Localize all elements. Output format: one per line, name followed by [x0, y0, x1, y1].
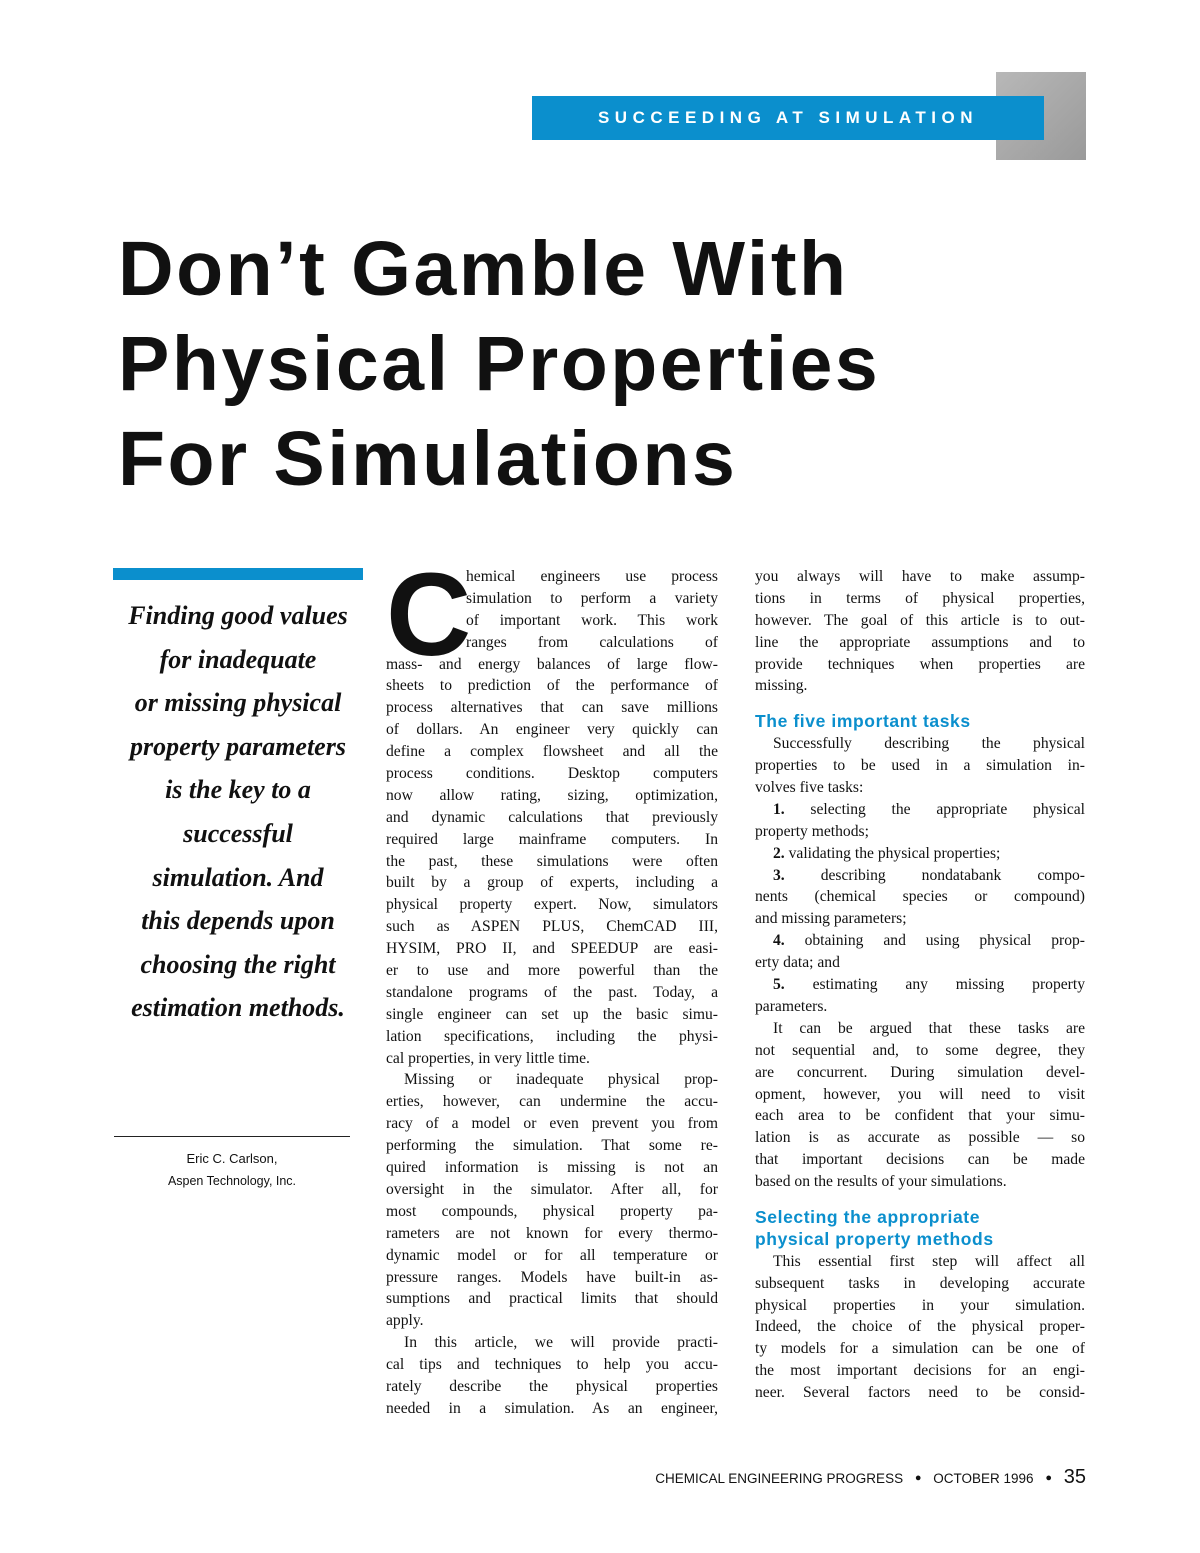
- body-line: ranges from calculations of: [466, 633, 718, 651]
- body-line: parameters.: [755, 997, 828, 1015]
- bullet-separator: ●: [914, 1472, 922, 1484]
- body-line: sumptions and practical limits that should: [386, 1290, 718, 1308]
- body-line: subsequent tasks in developing accurate: [755, 1274, 1085, 1292]
- body-line: HYSIM, PRO II, and SPEEDUP are easi-: [386, 940, 718, 958]
- body-line: and missing parameters;: [755, 910, 907, 928]
- pull-quote-line: is the key to a: [165, 775, 311, 805]
- subhead-five-tasks: The five important tasks: [755, 711, 971, 732]
- body-line: erty data; and: [755, 954, 840, 972]
- body-line: required large mainframe computers. In: [386, 830, 718, 848]
- body-line: mass- and energy balances of large flow-: [386, 655, 718, 673]
- author-affiliation: Aspen Technology, Inc.: [167, 1174, 297, 1188]
- bullet-separator: ●: [1045, 1472, 1052, 1484]
- body-line: oversight in the simulator. After all, for: [386, 1180, 718, 1198]
- body-line: of dollars. An engineer very quickly can: [386, 721, 718, 739]
- body-line: sheets to prediction of the performance of: [386, 677, 718, 695]
- body-line: Missing or inadequate physical prop-: [404, 1071, 718, 1089]
- byline: [114, 1148, 350, 1192]
- pull-quote-line: choosing the right: [140, 949, 336, 979]
- body-line: neer. Several factors need to be consid-: [755, 1384, 1085, 1402]
- drop-cap: C: [386, 549, 472, 681]
- article-title: [118, 222, 1118, 507]
- pull-quote-line: estimation methods.: [131, 993, 345, 1023]
- body-line: pressure ranges. Models have built-in as-: [386, 1268, 718, 1286]
- body-line: now allow rating, sizing, optimization,: [386, 786, 718, 804]
- body-line: provide techniques when properties are: [755, 655, 1085, 673]
- body-line: quired information is missing is not an: [386, 1159, 718, 1177]
- body-line: hemical engineers use process: [466, 568, 718, 585]
- body-line: line the appropriate assumptions and to: [755, 633, 1085, 651]
- task-text: describing nondatabank compo-: [820, 866, 1085, 884]
- body-line: erties, however, can undermine the accu-: [386, 1093, 718, 1111]
- body-line: tions in terms of physical properties,: [755, 589, 1085, 607]
- task-text: obtaining and using physical prop-: [804, 932, 1085, 950]
- task-item-2: [755, 843, 1085, 865]
- pull-quote-line: simulation. And: [152, 862, 324, 892]
- body-line: most compounds, physical property pa-: [386, 1202, 718, 1220]
- body-line: each area to be confident that your simu-: [755, 1107, 1085, 1125]
- task-number: 3.: [773, 866, 785, 884]
- pull-quote-line: this depends upon: [141, 906, 335, 936]
- task-number: 2.: [773, 844, 785, 862]
- pull-quote: [106, 594, 370, 1030]
- body-line: the most important decisions for an engi-: [755, 1362, 1085, 1380]
- body-line: such as ASPEN PLUS, ChemCAD III,: [386, 918, 718, 936]
- page-footer: [650, 1466, 1086, 1489]
- body-line: apply.: [386, 1312, 424, 1330]
- issue-date: OCTOBER 1996: [933, 1471, 1034, 1486]
- body-line: you always will have to make assump-: [755, 568, 1085, 585]
- body-line: Indeed, the choice of the physical proper-: [755, 1318, 1085, 1336]
- body-line: standalone programs of the past. Today, a: [386, 983, 718, 1001]
- page-number: 35: [1063, 1466, 1086, 1488]
- pull-quote-line: successful: [183, 818, 293, 848]
- task-number: 5.: [773, 976, 785, 994]
- title-line: For Simulations: [118, 416, 738, 502]
- body-line: of important work. This work: [466, 611, 718, 629]
- subhead-selecting-methods: Selecting the appropriate: [755, 1206, 981, 1227]
- body-line: missing.: [755, 677, 808, 695]
- pull-quote-line: or missing physical: [134, 688, 342, 718]
- body-line: ty models for a simulation can be one of: [755, 1340, 1085, 1358]
- task-text: validating the physical properties;: [788, 844, 1001, 862]
- journal-name: CHEMICAL ENGINEERING PROGRESS: [655, 1471, 904, 1486]
- body-line: and dynamic calculations that previously: [386, 808, 718, 826]
- task-text: estimating any missing property: [812, 976, 1085, 994]
- body-line: er to use and more powerful than the: [386, 962, 718, 980]
- body-line: volves five tasks:: [755, 779, 864, 797]
- body-line: nents (chemical species or compound): [755, 888, 1085, 906]
- title-line: Don’t Gamble With: [118, 226, 849, 312]
- body-line: needed in a simulation. As an engineer,: [386, 1399, 718, 1417]
- body-line: It can be argued that these tasks are: [773, 1019, 1085, 1037]
- pull-quote-line: Finding good values: [128, 601, 348, 630]
- body-line: opment, however, you will need to visit: [755, 1085, 1085, 1103]
- body-line: physical property expert. Now, simulators: [386, 896, 718, 914]
- body-line: rately describe the physical properties: [386, 1377, 718, 1395]
- body-line: lation specifications, including the physi-: [386, 1027, 718, 1045]
- title-line: Physical Properties: [118, 321, 881, 407]
- task-item-5: [755, 974, 1085, 996]
- byline-divider: [114, 1136, 350, 1137]
- body-line: This essential first step will affect all: [773, 1252, 1085, 1270]
- body-line: property methods;: [755, 822, 869, 840]
- body-line: process alternatives that can save millions: [386, 699, 718, 717]
- body-line: process conditions. Desktop computers: [386, 765, 718, 783]
- body-line: cal properties, in very little time.: [386, 1049, 590, 1067]
- body-line: cal tips and techniques to help you accu-: [386, 1356, 718, 1374]
- body-column-2: [755, 566, 1085, 1404]
- body-line: define a complex flowsheet and all the: [386, 743, 718, 761]
- subhead-selecting-methods-line-2: physical property methods: [755, 1228, 994, 1249]
- body-line: the past, these simulations were often: [386, 852, 718, 870]
- pull-quote-line: property parameters: [130, 731, 346, 761]
- body-line: In this article, we will provide practi-: [404, 1334, 718, 1352]
- body-line: built by a group of experts, including a: [386, 874, 718, 892]
- body-line: that important decisions can be made: [755, 1151, 1085, 1169]
- body-line: dynamic model or for all temperature or: [386, 1246, 718, 1264]
- body-line: based on the results of your simulations.: [755, 1173, 1007, 1191]
- task-text: selecting the appropriate physical: [810, 800, 1085, 818]
- body-line: not sequential and, to some degree, they: [755, 1041, 1085, 1059]
- body-line: are concurrent. During simulation devel-: [755, 1063, 1085, 1081]
- body-column-1: [386, 566, 718, 1420]
- pull-quote-line: for inadequate: [159, 644, 317, 674]
- task-number: 4.: [773, 932, 785, 950]
- task-number: 1.: [773, 800, 785, 818]
- body-line: single engineer can set up the basic simu-: [386, 1005, 718, 1023]
- task-item-3: [755, 865, 1085, 887]
- author-name: Eric C. Carlson,: [186, 1151, 278, 1166]
- section-label: SUCCEEDING AT SIMULATION: [597, 108, 979, 127]
- body-line: racy of a model or even prevent you from: [386, 1115, 718, 1133]
- task-item-4: [755, 930, 1085, 952]
- body-line: rameters are not known for every thermo-: [386, 1224, 718, 1242]
- task-item-1: [755, 799, 1085, 821]
- pull-quote-bar: [113, 568, 363, 580]
- body-line: physical properties in your simulation.: [755, 1296, 1085, 1314]
- body-line: Successfully describing the physical: [773, 735, 1085, 753]
- section-banner: [532, 96, 1044, 140]
- body-line: performing the simulation. That some re-: [386, 1137, 718, 1155]
- body-line: lation is as accurate as possible — so: [755, 1129, 1085, 1147]
- body-line: however. The goal of this article is to out-: [755, 611, 1085, 629]
- body-line: properties to be used in a simulation in-: [755, 757, 1085, 775]
- body-line: simulation to perform a variety: [466, 589, 718, 607]
